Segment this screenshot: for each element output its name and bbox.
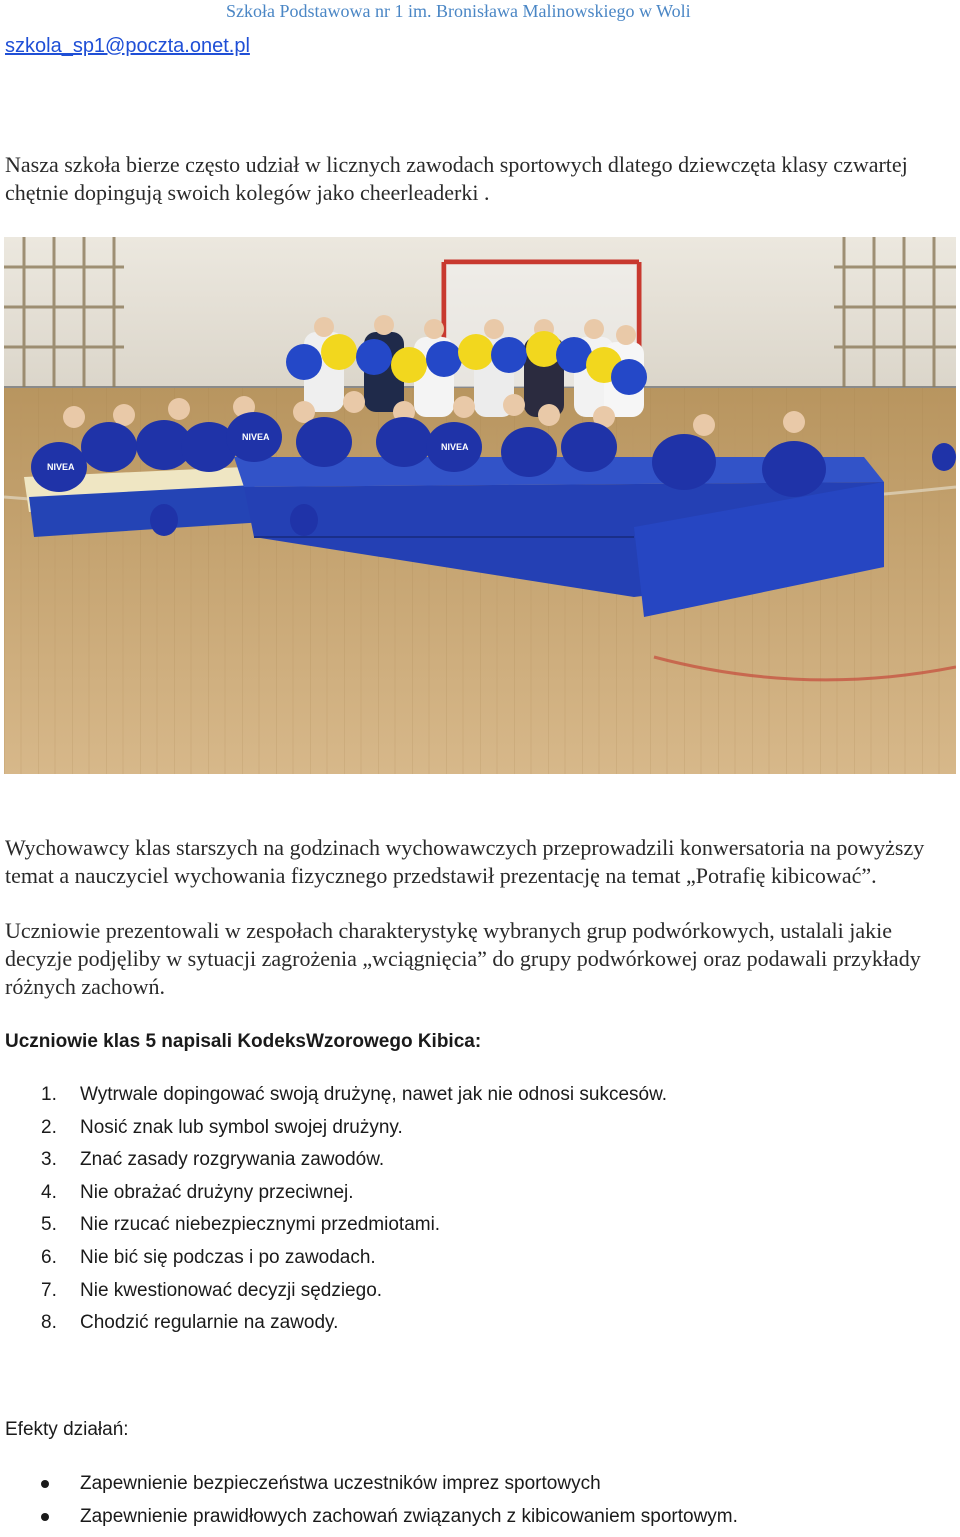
code-heading: Uczniowie klas 5 napisali KodeksWzorowego Kibica: [5,1031,482,1052]
list-item-text: Chodzić regularnie na zawody. [80,1312,339,1334]
list-item-number: 1. [41,1084,57,1105]
effects-heading: Efekty działań: [5,1419,129,1440]
list-item-text: Zapewnienie prawidłowych zachowań związanych z kibicowaniem sportowym. [80,1506,738,1527]
bullet-icon [41,1480,49,1488]
ball-label: NIVEA [47,462,75,472]
list-item-text: Nie rzucać niebezpiecznymi przedmiotami. [80,1214,441,1236]
bullet-icon [41,1513,49,1521]
list-item-text: Nie bić się podczas i po zawodach. [80,1246,376,1268]
list-item-text: Nosić znak lub symbol swojej drużyny. [80,1116,403,1138]
body-paragraph-2: Uczniowie prezentowali w zespołach charakterystykę wybranych grup podwórkowych, ustalali jakie decyzje podjęliby w sytuacji zagrożenia „wciągnięcia” do grupy podwórkowej oraz podawali przykłady różnych zachowń. [5,918,921,999]
list-item-text: Nie kwestionować decyzji sędziego. [80,1279,383,1301]
list-item-text: Wytrwale dopingować swoją drużynę, nawet jak nie odnosi sukcesów. [80,1084,668,1105]
list-item-number: 7. [41,1279,57,1301]
list-item-text: Zapewnienie bezpieczeństwa uczestników imprez sportowych [80,1473,601,1494]
list-item-text: Znać zasady rozgrywania zawodów. [80,1149,385,1171]
intro-paragraph: Nasza szkoła bierze często udział w licznych zawodach sportowych dlatego dziewczęta klasy czwartej chętnie dopingują swoich kolegów jako cheerleaderki . [5,152,908,205]
body-paragraph-1: Wychowawcy klas starszych na godzinach wychowawczych przeprowadzili konwersatoria na powyższy temat a nauczyciel wychowania fizycznego przedstawił prezentację na temat „Potrafię kibicować”. [5,835,925,888]
list-item-number: 6. [41,1246,57,1268]
ball-label: NIVEA [441,442,469,452]
list-item-number: 2. [41,1116,57,1138]
gym-photo-illustration [4,237,956,774]
school-name-header: Szkoła Podstawowa nr 1 im. Bronisława Malinowskiego w Woli [226,1,691,21]
event-photo [4,237,956,774]
list-item-number: 5. [41,1214,57,1236]
list-item-number: 8. [41,1312,57,1334]
list-item-number: 4. [41,1181,57,1203]
email-link[interactable]: szkola_sp1@poczta.onet.pl [5,35,250,57]
list-item-text: Nie obrażać drużyny przeciwnej. [80,1181,354,1203]
list-item-number: 3. [41,1149,57,1171]
ball-label: NIVEA [242,432,270,442]
